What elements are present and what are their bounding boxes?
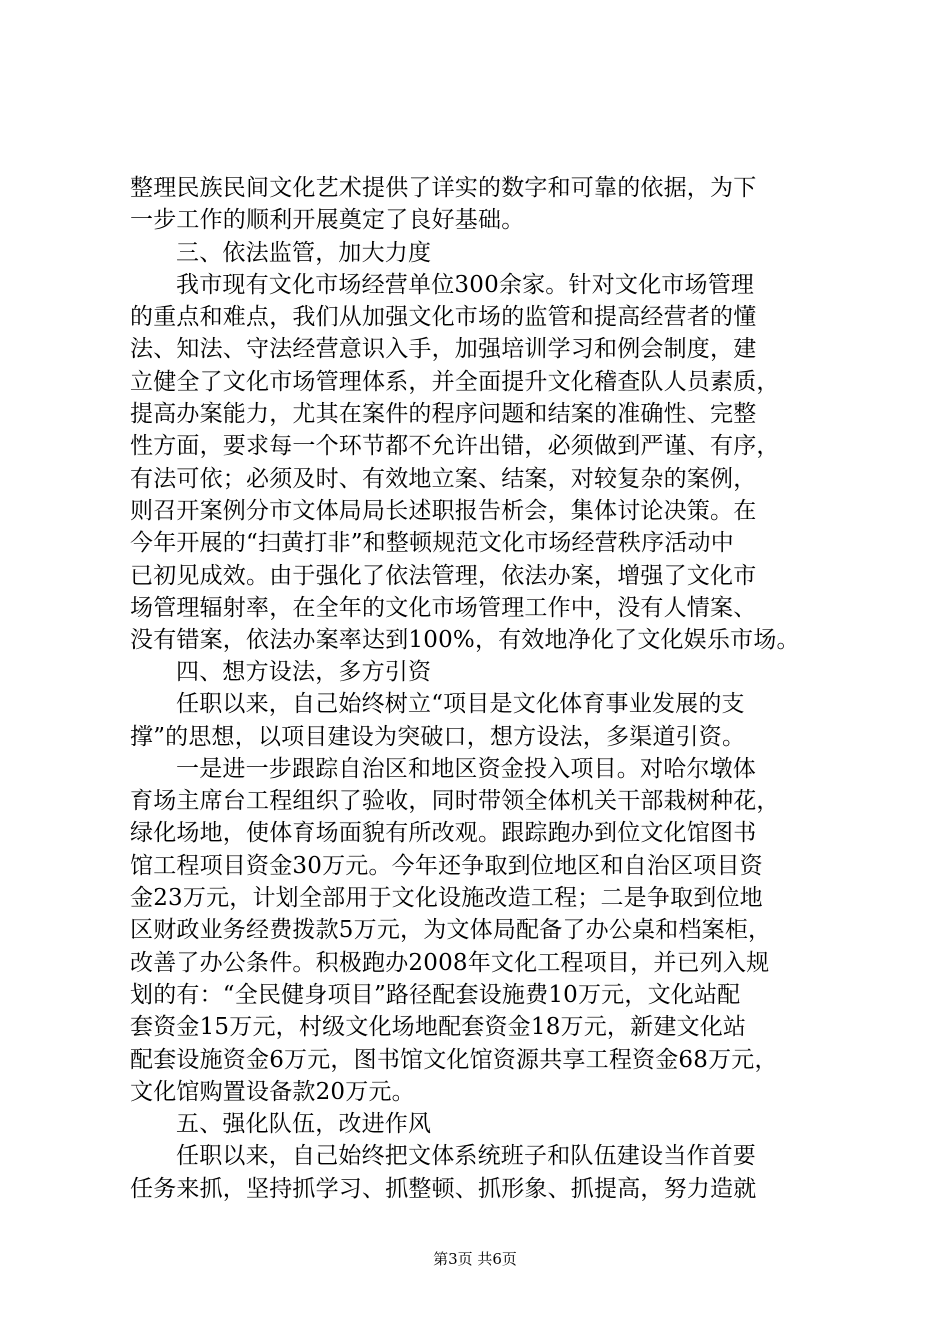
paragraph-line: 任职以来，自己始终树立“项目是文化体育事业发展的支 — [176, 691, 745, 718]
paragraph-line: 我市现有文化市场经营单位300余家。针对文化市场管理 — [176, 271, 755, 298]
paragraph-line: 套资金15万元，村级文化场地配套资金18万元，新建文化站 — [130, 1014, 747, 1041]
paragraph-line: 撑”的思想，以项目建设为突破口，想方设法，多渠道引资。 — [130, 723, 746, 750]
paragraph-line: 提高办案能力，尤其在案件的程序问题和结案的准确性、完整 — [130, 401, 757, 428]
paragraph-line: 今年开展的“扫黄打非”和整顿规范文化市场经营秩序活动中 — [130, 530, 734, 557]
paragraph-line: 场管理辐射率，在全年的文化市场管理工作中，没有人情案、 — [130, 594, 757, 621]
paragraph-line: 绿化场地，使体育场面貌有所改观。跟踪跑办到位文化馆图书 — [130, 820, 757, 847]
paragraph-line: 文化馆购置设备款20万元。 — [130, 1078, 415, 1105]
paragraph-line: 划的有：“全民健身项目”路径配套设施费10万元，文化站配 — [130, 981, 741, 1008]
body-text-section-1 — [130, 172, 830, 656]
paragraph-line: 没有错案，依法办案率达到100%，有效地净化了文化娱乐市场。 — [130, 627, 800, 654]
paragraph-line: 金23万元，计划全部用于文化设施改造工程；二是争取到位地 — [130, 885, 763, 912]
paragraph-line: 性方面，要求每一个环节都不允许出错，必须做到严谨、有序， — [130, 433, 780, 460]
paragraph-line: 则召开案例分市文体局局长述职报告析会，集体讨论决策。在 — [130, 497, 757, 524]
paragraph-line: 一是进一步跟踪自治区和地区资金投入项目。对哈尔墩体 — [176, 755, 756, 782]
section-heading: 五、强化队伍，改进作风 — [176, 1111, 432, 1138]
paragraph-line: 立健全了文化市场管理体系，并全面提升文化稽查队人员素质， — [130, 368, 780, 395]
paragraph-line: 整理民族民间文化艺术提供了详实的数字和可靠的依据，为下 — [130, 175, 757, 201]
paragraph-line: 改善了办公条件。积极跑办2008年文化工程项目，并已列入规 — [130, 949, 770, 976]
body-text-section-2 — [130, 656, 830, 1205]
paragraph-line: 育场主席台工程组织了验收，同时带领全体机关干部栽树种花， — [130, 788, 780, 815]
paragraph-line: 任职以来，自己始终把文体系统班子和队伍建设当作首要 — [176, 1143, 756, 1170]
section-heading: 三、依法监管，加大力度 — [176, 239, 432, 266]
paragraph-line: 馆工程项目资金30万元。今年还争取到位地区和自治区项目资 — [130, 852, 763, 879]
page-number-footer: 第3页 共6页 — [433, 1250, 517, 1268]
paragraph-line: 已初见成效。由于强化了依法管理，依法办案，增强了文化市 — [130, 562, 757, 589]
paragraph-line: 法、知法、守法经营意识入手，加强培训学习和例会制度，建 — [130, 336, 757, 363]
paragraph-line: 一步工作的顺利开展奠定了良好基础。 — [130, 207, 525, 234]
paragraph-line: 任务来抓，坚持抓学习、抓整顿、抓形象、抓提高，努力造就 — [130, 1175, 757, 1202]
paragraph-line: 配套设施资金6万元，图书馆文化馆资源共享工程资金68万元， — [130, 1046, 778, 1073]
paragraph-line: 区财政业务经费拨款5万元，为文体局配备了办公桌和档案柜， — [130, 917, 772, 944]
paragraph-line: 的重点和难点，我们从加强文化市场的监管和提高经营者的懂 — [130, 304, 757, 331]
section-heading: 四、想方设法，多方引资 — [176, 659, 432, 685]
paragraph-line: 有法可依；必须及时、有效地立案、结案，对较复杂的案例， — [130, 465, 757, 492]
